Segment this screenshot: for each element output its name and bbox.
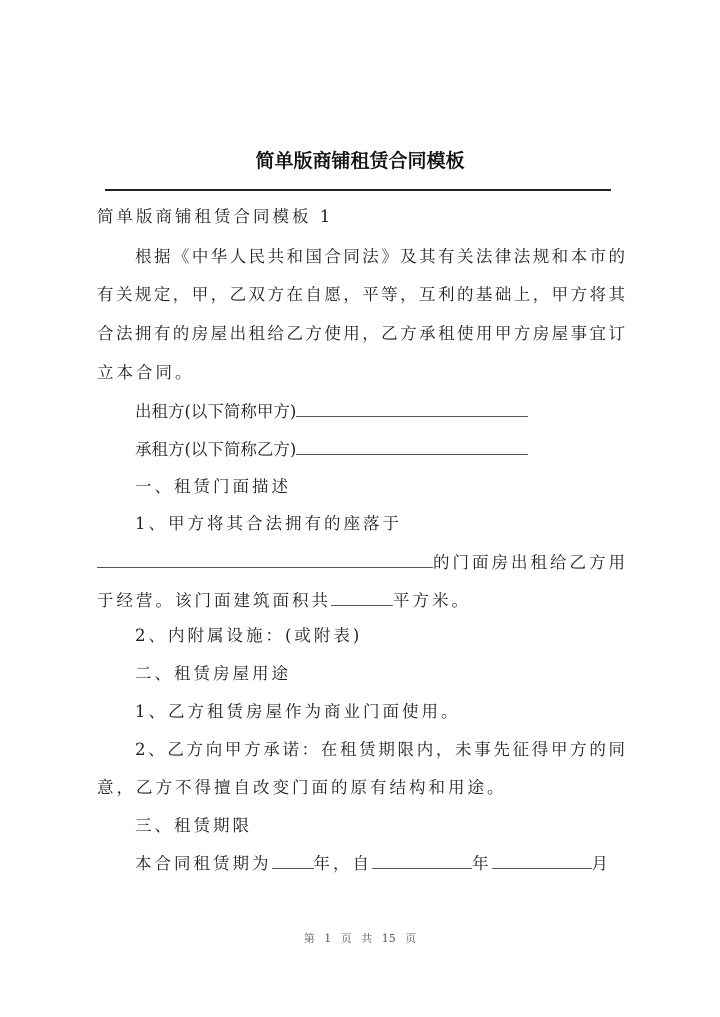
lessor-line <box>135 400 627 423</box>
lessee-label: 承租方(以下简称乙方) <box>135 440 297 459</box>
paragraph-line: 合法拥有的房屋出租给乙方使用，乙方承租使用甲方房屋事宜订 <box>97 324 627 343</box>
clause-text: 月 <box>591 854 611 873</box>
lessor-label: 出租方(以下简称甲方) <box>135 402 297 421</box>
page-footer: 第 1 页 共 15 页 <box>303 932 417 945</box>
lessee-line <box>135 438 627 461</box>
start-month-blank[interactable] <box>492 852 592 869</box>
clause-text: 年，自 <box>313 854 372 873</box>
paragraph-line: 根据《中华人民共和国合同法》及其有关法律法规和本市的 <box>135 247 627 266</box>
clause-text: 平方米。 <box>393 591 471 610</box>
clause-text: 本合同租赁期为 <box>135 854 272 873</box>
title-divider <box>105 189 611 191</box>
clause-text: 年 <box>472 854 492 873</box>
lessor-blank[interactable] <box>296 400 528 417</box>
clause-line: 2、内附属设施：(或附表) <box>135 626 363 645</box>
clause-text: 的门面房出租给乙方用 <box>433 553 628 572</box>
clause-line <box>97 551 627 574</box>
section-heading: 二、租赁房屋用途 <box>135 664 291 683</box>
term-line <box>135 852 627 875</box>
area-blank[interactable] <box>331 589 393 606</box>
lessee-blank[interactable] <box>296 438 528 455</box>
paragraph-line: 立本合同。 <box>97 363 195 382</box>
clause-line <box>97 589 627 612</box>
location-blank[interactable] <box>97 551 433 568</box>
clause-line: 意，乙方不得擅自改变门面的原有结构和用途。 <box>97 778 507 797</box>
section-heading: 一、租赁门面描述 <box>135 477 291 496</box>
years-blank[interactable] <box>272 852 314 869</box>
document-title: 简单版商铺租赁合同模板 <box>255 150 465 172</box>
clause-text: 于经营。该门面建筑面积共 <box>97 591 331 610</box>
clause-line: 2、乙方向甲方承诺：在租赁期限内，未事先征得甲方的同 <box>135 740 627 759</box>
clause-line: 1、乙方租赁房屋作为商业门面使用。 <box>135 702 461 721</box>
paragraph-line: 有关规定，甲，乙双方在自愿，平等，互利的基础上，甲方将其 <box>97 285 627 304</box>
section-heading: 三、租赁期限 <box>135 816 252 835</box>
clause-line: 1、甲方将其合法拥有的座落于 <box>135 514 402 533</box>
subtitle: 简单版商铺租赁合同模板 1 <box>97 207 334 226</box>
start-year-blank[interactable] <box>372 852 472 869</box>
